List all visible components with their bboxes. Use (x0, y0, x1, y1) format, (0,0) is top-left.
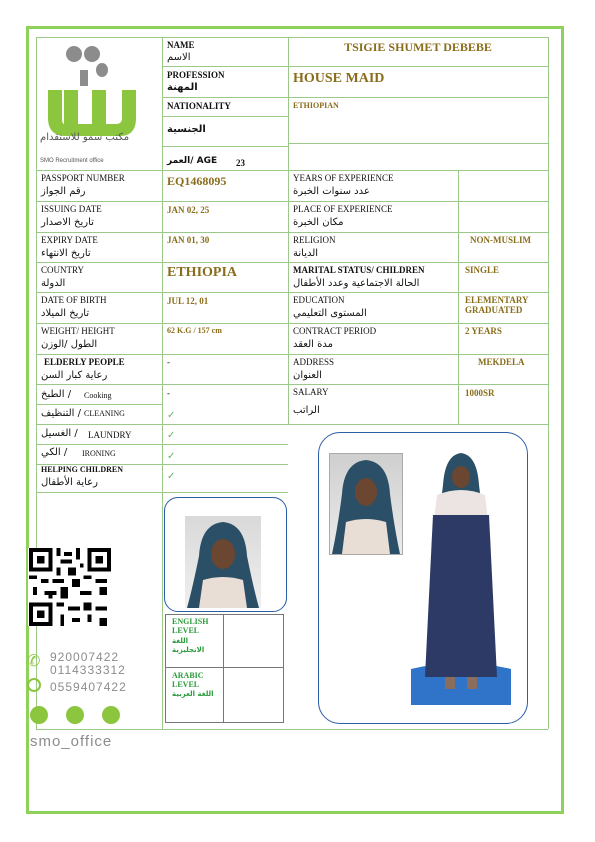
skill-cleaning-label: CLEANING (84, 409, 125, 418)
skill-children-label: HELPING CHILDREN (41, 465, 124, 474)
address-label-ar: العنوان (293, 370, 322, 381)
skill-cooking-value: - (167, 388, 170, 398)
hline (36, 201, 548, 202)
nationality-label: NATIONALITY (167, 101, 231, 111)
nationality-value: ETHIOPIAN (293, 101, 339, 110)
age-value: 23 (236, 158, 245, 168)
experience-years-label: YEARS OF EXPERIENCE (293, 173, 394, 183)
hline (36, 492, 288, 493)
expiry-label-ar: تاريخ الانتهاء (41, 248, 91, 259)
address-label: ADDRESS (293, 357, 335, 367)
hline (36, 354, 548, 355)
phone-icon: ✆ (27, 651, 41, 670)
contract-label-ar: مدة العقد (293, 339, 333, 350)
experience-years-label-ar: عدد سنوات الخبرة (293, 186, 370, 197)
logo-brand-en: SMO Recruitment office (40, 158, 104, 164)
weight-value: 62 K.G / 157 cm (167, 326, 222, 335)
dob-label: DATE OF BIRTH (41, 295, 107, 305)
religion-label: RELIGION (293, 235, 336, 245)
outer-top (36, 37, 548, 38)
col-line-2 (288, 37, 289, 424)
qr-code (28, 548, 112, 626)
hline (36, 444, 288, 445)
full-photo-frame (318, 432, 528, 724)
religion-label-ar: الديانة (293, 248, 319, 259)
contract-label: CONTRACT PERIOD (293, 326, 377, 336)
skill-elderly-label-ar: رعاية كبار السن (41, 370, 108, 381)
marital-label-ar: الحالة الاجتماعية وعدد الأطفال (293, 278, 420, 289)
hline (162, 66, 548, 67)
skill-ironing-label-ar: الكي / (41, 447, 68, 458)
portrait-frame (164, 497, 287, 612)
skill-elderly-value: - (167, 357, 170, 367)
expiry-value: JAN 01, 30 (167, 235, 210, 245)
hline (36, 384, 548, 385)
country-label: COUNTRY (41, 265, 85, 275)
logo-brand-ar: مكتب سمو للاستقدام (40, 132, 130, 143)
salary-value: 1000SR (465, 388, 495, 398)
skill-children-check: ✓ (167, 471, 176, 482)
hline (288, 143, 548, 144)
arabic-level-label: ARABIC LEVEL (172, 671, 204, 689)
address-value: MEKDELA (478, 357, 525, 367)
bottom-edge (36, 729, 548, 730)
weight-label-ar: الطول /الوزن (41, 339, 98, 350)
skill-laundry-label-ar: الغسيل / (41, 428, 78, 439)
dob-label-ar: تاريخ الميلاد (41, 308, 90, 319)
expiry-label: EXPIRY DATE (41, 235, 98, 245)
skill-laundry-label: LAUNDRY (88, 430, 132, 440)
salary-label-ar: الراتب (293, 405, 320, 416)
company-logo (40, 40, 140, 170)
arabic-level-label-ar: اللغة العربية (172, 690, 214, 698)
whatsapp-number: 0559407422 (50, 680, 127, 694)
instagram-icon[interactable] (66, 706, 84, 724)
col-line-3 (458, 170, 459, 424)
hline (36, 404, 162, 405)
dob-value: JUL 12, 01 (167, 296, 209, 306)
logo-mark (40, 40, 140, 140)
skill-ironing-check: ✓ (167, 451, 176, 462)
social-handle: smo_office (30, 733, 113, 750)
hline (36, 292, 548, 293)
weight-label: WEIGHT/ HEIGHT (41, 326, 115, 336)
twitter-icon[interactable] (30, 706, 48, 724)
hline (162, 97, 548, 98)
phone-number-2: 0114333312 (50, 663, 126, 677)
english-level-label: ENGLISH LEVEL (172, 617, 209, 635)
name-label-ar: الاسم (167, 52, 191, 63)
nationality-label-ar: الجنسية (167, 124, 206, 135)
profession-label-ar: المهنة (167, 82, 198, 93)
issuing-value: JAN 02, 25 (167, 205, 210, 215)
skill-cleaning-label-ar: التنظيف / (41, 408, 81, 419)
hline (36, 323, 548, 324)
marital-value: SINGLE (465, 265, 500, 275)
salary-label: SALARY (293, 387, 329, 397)
education-value: ELEMENTARY GRADUATED (465, 295, 529, 315)
religion-value: NON-MUSLIM (470, 235, 531, 245)
snapchat-icon[interactable] (102, 706, 120, 724)
face-photo (329, 453, 403, 555)
full-body-figure (411, 445, 511, 705)
skill-elderly-label: ELDERLY PEOPLE (44, 357, 125, 367)
skill-children-label-ar: رعاية الأطفال (41, 477, 98, 488)
language-divider (165, 667, 283, 668)
skill-cooking-label-ar: الطبخ / (41, 389, 72, 400)
hline (36, 232, 548, 233)
profession-label: PROFESSION (167, 70, 225, 80)
experience-place-label: PLACE OF EXPERIENCE (293, 204, 393, 214)
profession-value: HOUSE MAID (293, 71, 385, 86)
name-value: TSIGIE SHUMET DEBEBE (344, 40, 492, 54)
marital-label: MARITAL STATUS/ CHILDREN (293, 265, 425, 275)
portrait-figure (185, 516, 261, 608)
english-level-label-ar: اللغة الانجليزية (172, 637, 205, 654)
issuing-label-ar: تاريخ الاصدار (41, 217, 94, 228)
issuing-label: ISSUING DATE (41, 204, 102, 214)
education-label: EDUCATION (293, 295, 345, 305)
language-col (223, 614, 224, 722)
skill-ironing-label: IRONING (82, 449, 116, 458)
passport-label-ar: رقم الجواز (41, 186, 86, 197)
passport-label: PASSPORT NUMBER (41, 173, 125, 183)
full-body-photo (411, 445, 511, 705)
age-label: العمر/ AGE (167, 156, 218, 166)
hline (36, 262, 548, 263)
experience-place-label-ar: مكان الخبرة (293, 217, 344, 228)
country-label-ar: الدولة (41, 278, 66, 289)
skill-laundry-check: ✓ (167, 430, 176, 441)
passport-value: EQ1468095 (167, 174, 227, 188)
country-value: ETHIOPIA (167, 265, 238, 280)
skill-cooking-label: Cooking (84, 391, 112, 400)
whatsapp-icon (27, 678, 41, 692)
skill-cleaning-check: ✓ (167, 410, 176, 421)
qr-graphic (28, 548, 112, 626)
education-label-ar: المستوى التعليمي (293, 308, 367, 319)
hline (36, 424, 548, 425)
hline (36, 170, 548, 171)
name-label: NAME (167, 40, 195, 50)
portrait-photo (185, 516, 261, 608)
contract-value: 2 YEARS (465, 326, 502, 336)
right-edge (548, 37, 549, 729)
phone-number-1: 920007422 (50, 650, 120, 664)
face-figure (330, 454, 402, 554)
hline (162, 116, 288, 117)
col-line-1 (162, 37, 163, 729)
hline (162, 146, 288, 147)
